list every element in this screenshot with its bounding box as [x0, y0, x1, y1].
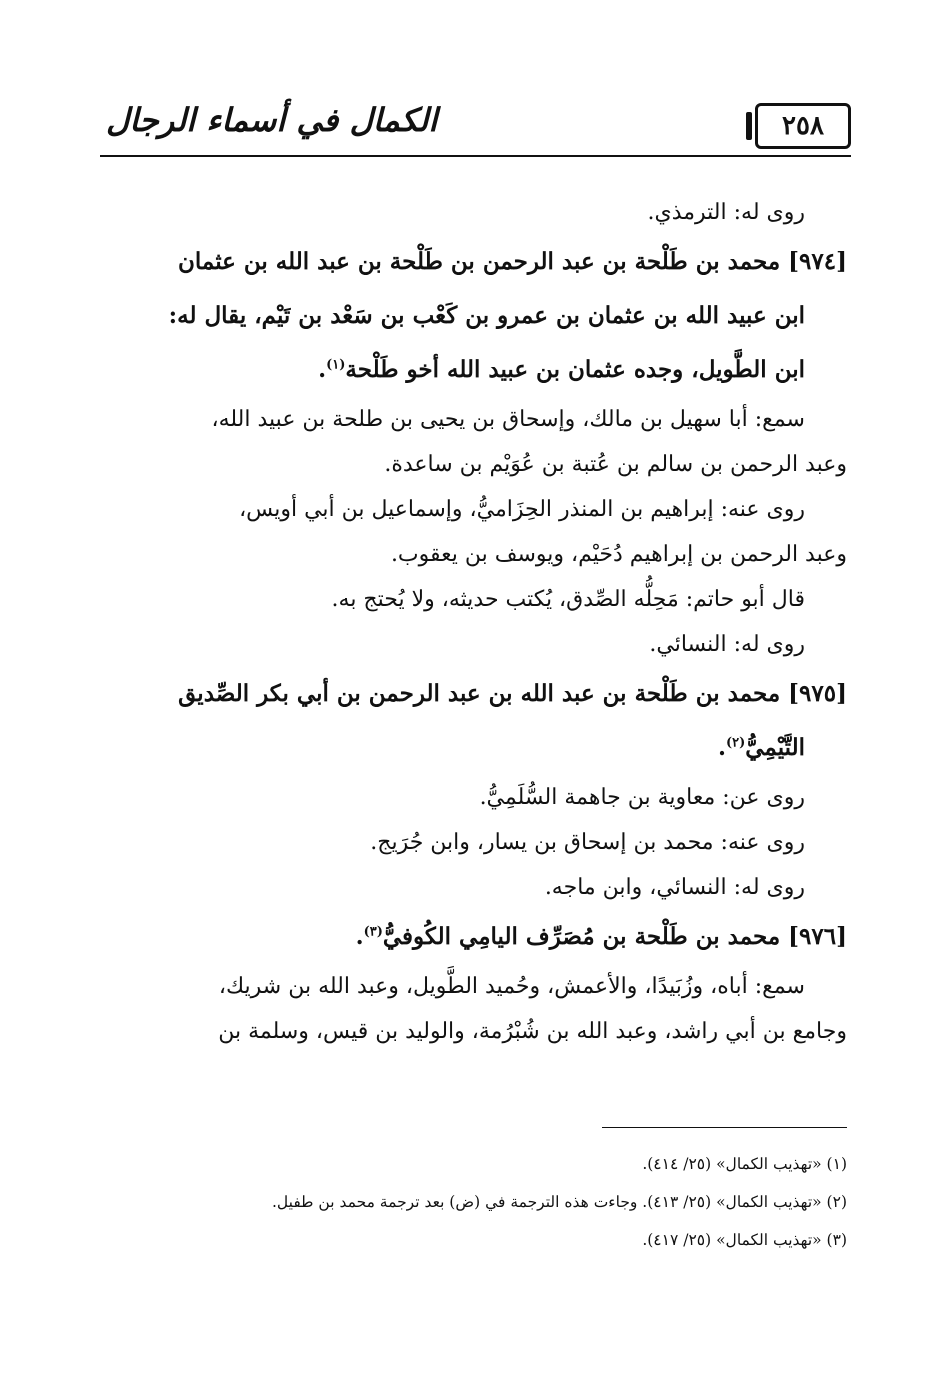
footnote-ref-1[interactable]: (١) [326, 357, 346, 373]
entry-975-heading-text: التَّيْمِيُّ [745, 734, 805, 761]
text-line: سمع: أباه، وزُبَيدًا، والأعمش، وحُميد الطَّويل، وعبد الله بن شريك، [218, 974, 805, 999]
text-line: روى له: الترمذي. [647, 200, 805, 225]
entry-976-end-dot: . [355, 923, 364, 950]
entry-976-heading-text: [٩٧٦] محمد بن طَلْحة بن مُصَرِّف اليامِي الكُوفيُّ [382, 923, 847, 950]
footnote-2: (٢) «تهذيب الكمال» (٢٥/ ٤١٣). وجاءت هذه الترجمة في (ض) بعد ترجمة محمد بن طفيل. [271, 1193, 847, 1211]
entry-974-heading-cont: ابن عبيد الله بن عثمان بن عمرو بن كَعْب بن سَعْد بن تَيْم، يقال له: [168, 302, 805, 329]
text-line: روى له: النسائي. [649, 632, 805, 657]
page-header [100, 95, 851, 157]
text-line: وعبد الرحمن بن سالم بن عُتبة بن عُوَيْم بن ساعدة. [384, 452, 847, 477]
footnote-1: (١) «تهذيب الكمال» (٢٥/ ٤١٤). [642, 1155, 847, 1173]
entry-975-end-dot: . [717, 734, 726, 761]
entry-974-heading-end [104, 343, 847, 397]
entry-974-heading-text: ابن الطَّويل، وجده عثمان بن عبيد الله أخو طَلْحة [345, 356, 805, 383]
entry-976-heading [104, 910, 847, 964]
text-line: روى عن: معاوية بن جاهمة السُّلَمِيُّ. [479, 785, 805, 810]
text-line: وعبد الرحمن بن إبراهيم دُحَيْم، ويوسف بن يعقوب. [390, 542, 847, 567]
text-line: روى له: النسائي، وابن ماجه. [544, 875, 805, 900]
text-line: وجامع بن أبي راشد، وعبد الله بن شُبْرُمة، والوليد بن قيس، وسلمة بن [218, 1019, 847, 1044]
footnote-ref-2[interactable]: (٢) [725, 735, 746, 751]
footnotes [104, 1145, 847, 1259]
page-number: ٢٥٨ [755, 103, 851, 149]
text-line: روى عنه: محمد بن إسحاق بن يسار، وابن جُرَيج. [370, 830, 805, 855]
main-text [104, 190, 847, 1054]
footnote-3: (٣) «تهذيب الكمال» (٢٥/ ٤١٧). [642, 1231, 847, 1249]
footnote-ref-3[interactable]: (٣) [363, 924, 383, 940]
book-title-calligraphy: الكمال في أسماء الرجال [106, 101, 438, 139]
entry-974-heading: [٩٧٤] محمد بن طَلْحة بن عبد الرحمن بن طَلْحة بن عبد الله بن عثمان [178, 248, 847, 275]
text-line: سمع: أبا سهيل بن مالك، وإسحاق بن يحيى بن طلحة بن عبيد الله، [211, 407, 805, 432]
entry-974-end-dot: . [318, 356, 327, 383]
footnote-separator [602, 1127, 847, 1128]
text-line: قال أبو حاتم: مَحِلُّه الصِّدق، يُكتب حديثه، ولا يُحتج به. [331, 587, 805, 612]
entry-975-heading: [٩٧٥] محمد بن طَلْحة بن عبد الله بن عبد الرحمن بن أبي بكر الصِّديق [178, 680, 847, 707]
text-line: روى عنه: إبراهيم بن المنذر الحِزَاميُّ، وإسماعيل بن أبي أويس، [239, 497, 805, 522]
entry-975-heading-end [104, 721, 847, 775]
header-rule [100, 155, 851, 157]
